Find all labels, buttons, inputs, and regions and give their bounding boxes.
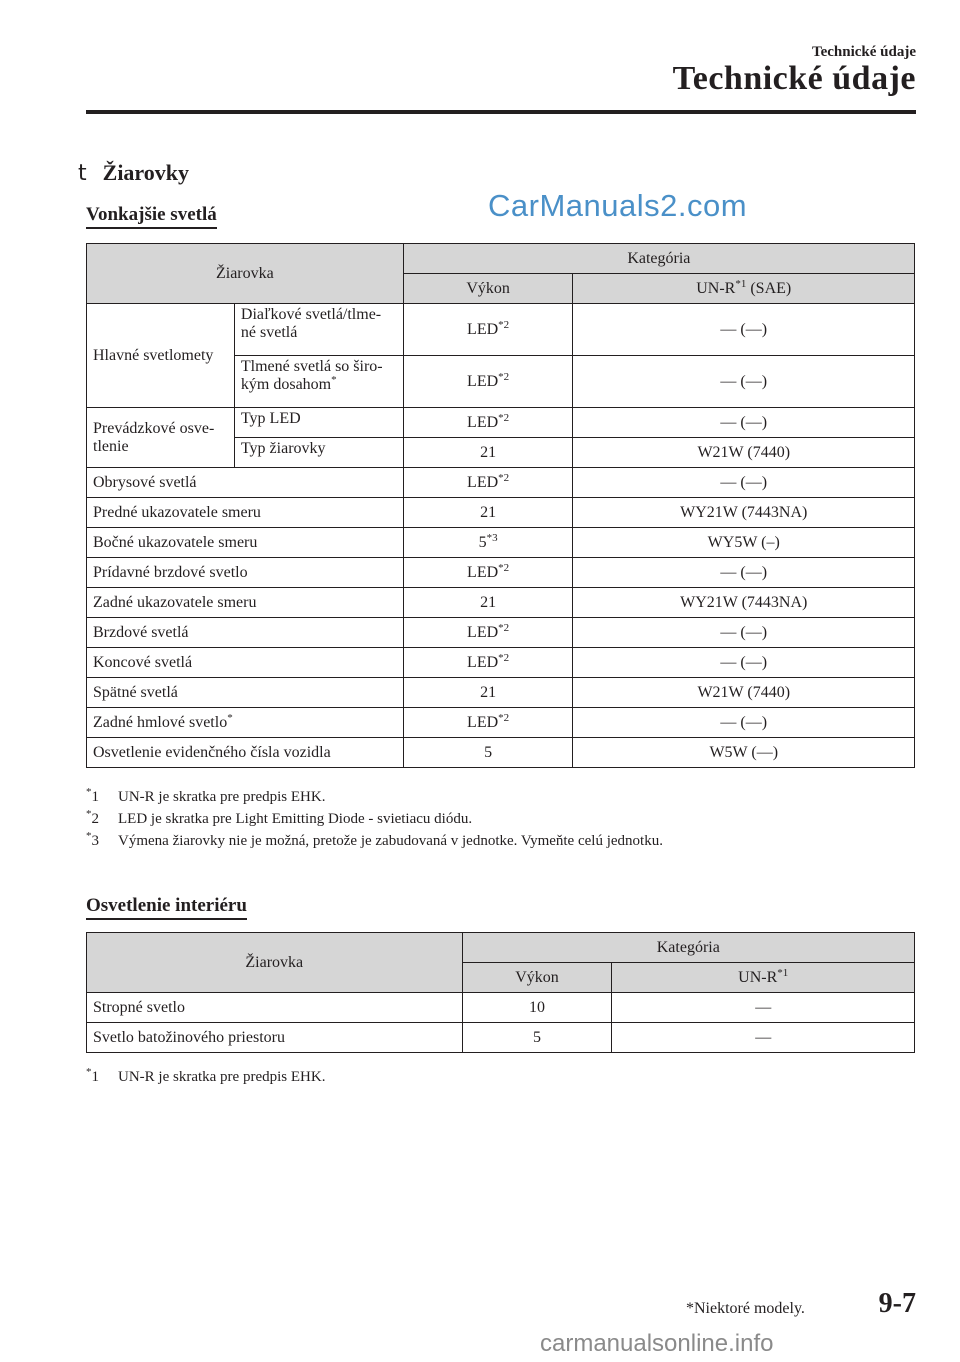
header-unr: $UN-R^{*1}$ (SAE) — [573, 274, 915, 304]
row-unr: — (—) — [573, 304, 915, 356]
row-power: LED$^{*2}$ — [403, 618, 573, 648]
row-unr: — (—) — [573, 558, 915, 588]
row-power: LED$^{*2}$ — [403, 356, 573, 408]
row-unr: — — [612, 993, 915, 1023]
row-power: 10 — [462, 993, 612, 1023]
row-unr: — (—) — [573, 356, 915, 408]
header-bulb: Žiarovka — [87, 244, 404, 304]
header-row — [87, 244, 915, 274]
footnote-marker: *2 — [498, 318, 510, 331]
header-category: Kategória — [462, 933, 914, 963]
row-power: LED$^{*2}$ — [403, 408, 573, 438]
row-unr: — (—) — [573, 468, 915, 498]
footnote-marker: *1 — [777, 966, 789, 979]
footnote-star: * — [86, 808, 92, 820]
footnote — [86, 786, 663, 808]
row-power: LED$^{*2}$ — [403, 648, 573, 678]
row-power: LED$^{*2}$ — [403, 558, 573, 588]
footnote-text: UN-R je skratka pre predpis EHK. — [118, 1069, 326, 1085]
footnote-marker: *2 — [498, 471, 510, 484]
row-name: Brzdové svetlá — [87, 618, 404, 648]
row-name: Spätné svetlá — [87, 678, 404, 708]
footnote-marker: *2 — [498, 561, 510, 574]
table-row — [87, 993, 915, 1023]
row-name: Zadné hmlové svetlo* — [87, 708, 404, 738]
table-row — [87, 528, 915, 558]
section-title-text: Žiarovky — [102, 160, 190, 185]
row-name: Zadné ukazovatele smeru — [87, 588, 404, 618]
row-unr: WY21W (7443NA) — [573, 588, 915, 618]
table-row — [87, 678, 915, 708]
row-subtype: Typ LED — [234, 408, 403, 438]
watermark-logo: CarManuals2.com — [488, 188, 748, 223]
interior-lights-heading: Osvetlenie interiéru — [86, 895, 247, 920]
footnote-star: * — [86, 1066, 92, 1078]
table-row — [87, 1023, 915, 1053]
footnote — [86, 808, 663, 830]
row-group-name: Prevádzkové osve- tlenie — [87, 408, 235, 468]
row-unr: W21W (7440) — [573, 678, 915, 708]
table-row — [87, 708, 915, 738]
footnote-marker: * — [331, 374, 337, 386]
row-unr: — (—) — [573, 648, 915, 678]
footnote-text: UN-R je skratka pre predpis EHK. — [118, 789, 326, 805]
row-power: 5$^{*3}$ — [403, 528, 573, 558]
table-row — [87, 648, 915, 678]
row-group-name: Hlavné svetlomety — [87, 304, 235, 408]
interior-lights-table — [86, 932, 915, 1053]
header-unr: $UN-R^{*1}$ — [612, 963, 915, 993]
footer-note: *Niektoré modely. — [686, 1300, 805, 1317]
table-row — [87, 304, 915, 356]
footnote-text: Výmena žiarovky nie je možná, pretože je zabudovaná v jednotke. Vymeňte celú jednotku. — [118, 833, 663, 849]
footnote-marker: *3 — [486, 531, 498, 544]
row-name: Bočné ukazovatele smeru — [87, 528, 404, 558]
row-unr: WY5W (–) — [573, 528, 915, 558]
row-power: 5 — [403, 738, 573, 768]
header-row — [87, 933, 915, 963]
row-name: Stropné svetlo — [87, 993, 463, 1023]
row-subtype: Typ žiarovky — [234, 438, 403, 468]
site-watermark: carmanualsonline.info — [540, 1330, 774, 1357]
header-bulb: Žiarovka — [87, 933, 463, 993]
row-name: Svetlo batožinového priestoru — [87, 1023, 463, 1053]
page-number: 9-7 — [878, 1288, 916, 1319]
table-row — [87, 558, 915, 588]
footnote — [86, 1066, 325, 1088]
header-power: Výkon — [462, 963, 612, 993]
footnote-marker: *1 — [735, 277, 747, 290]
header-rule — [86, 110, 916, 114]
row-power: 21 — [403, 438, 573, 468]
row-power: 5 — [462, 1023, 612, 1053]
footnote-star: * — [86, 786, 92, 798]
row-name: Prídavné brzdové svetlo — [87, 558, 404, 588]
row-power: LED$^{*2}$ — [403, 304, 573, 356]
table-row — [87, 468, 915, 498]
row-subtype: Tlmené svetlá so širo- kým dosahom* — [234, 356, 403, 408]
row-unr: W21W (7440) — [573, 438, 915, 468]
row-power: 21 — [403, 588, 573, 618]
row-power: 21 — [403, 498, 573, 528]
row-unr: — (—) — [573, 708, 915, 738]
header-power: Výkon — [403, 274, 573, 304]
row-power: 21 — [403, 678, 573, 708]
table-row — [87, 408, 915, 438]
interior-footnotes — [86, 1066, 325, 1088]
footnote-star: * — [86, 830, 92, 842]
row-name: Koncové svetlá — [87, 648, 404, 678]
row-name: Obrysové svetlá — [87, 468, 404, 498]
exterior-footnotes — [86, 786, 663, 852]
header-section-label: Technické údaje — [811, 44, 916, 60]
footnote — [86, 830, 663, 852]
row-power: LED$^{*2}$ — [403, 708, 573, 738]
row-unr: — (—) — [573, 408, 915, 438]
footnote-key: *3 — [86, 830, 99, 849]
footnote-marker: *2 — [498, 651, 510, 664]
row-power: LED$^{*2}$ — [403, 468, 573, 498]
footnote-key: *2 — [86, 808, 99, 827]
footnote-marker: *2 — [498, 411, 510, 424]
row-unr: WY21W (7443NA) — [573, 498, 915, 528]
table-row — [87, 498, 915, 528]
exterior-lights-table — [86, 243, 915, 768]
row-unr: — (—) — [573, 618, 915, 648]
table-row — [87, 738, 915, 768]
footnote-key: *1 — [86, 1066, 99, 1085]
footnote-marker: * — [227, 711, 233, 724]
header-chapter-title: Technické údaje — [672, 60, 916, 97]
row-name: Osvetlenie evidenčného čísla vozidla — [87, 738, 404, 768]
table-row — [87, 588, 915, 618]
footnote-key: *1 — [86, 786, 99, 805]
row-unr: W5W (—) — [573, 738, 915, 768]
section-title — [78, 160, 189, 186]
row-unr: — — [612, 1023, 915, 1053]
footnote-marker: *2 — [498, 621, 510, 634]
header-category: Kategória — [403, 244, 914, 274]
footnote-marker: *2 — [498, 370, 510, 383]
row-subtype: Diaľkové svetlá/tlme- né svetlá — [234, 304, 403, 356]
exterior-lights-heading: Vonkajšie svetlá — [86, 204, 217, 229]
footnote-marker: *2 — [498, 711, 510, 724]
section-bullet-icon: t — [78, 160, 87, 186]
footnote-text: LED je skratka pre Light Emitting Diode - svietiacu diódu. — [118, 811, 473, 827]
row-name: Predné ukazovatele smeru — [87, 498, 404, 528]
table-row — [87, 618, 915, 648]
